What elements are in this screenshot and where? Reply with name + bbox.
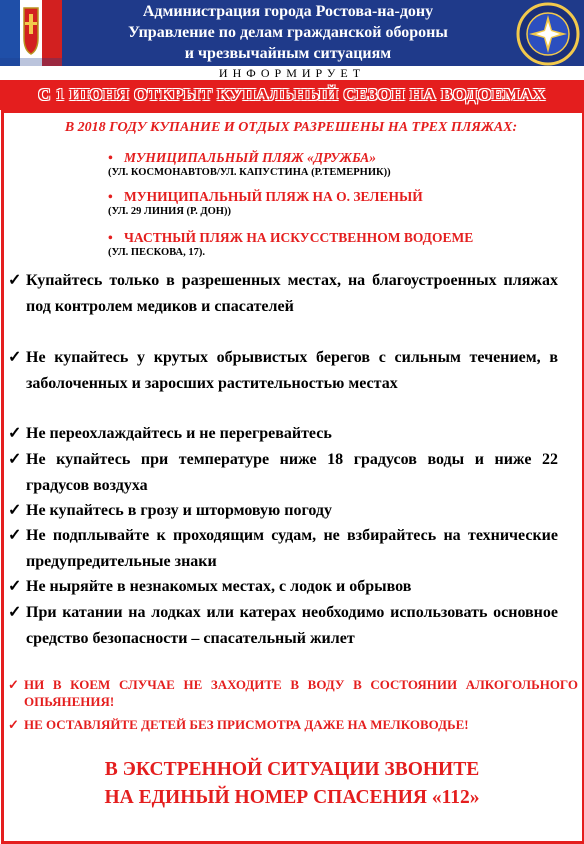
beach-item — [108, 230, 578, 260]
season-banner: С 1 ИЮНЯ ОТКРЫТ КУПАЛЬНЫЙ СЕЗОН НА ВОДОЕМАХ — [0, 80, 584, 110]
check-mark-icon: ✓ — [8, 717, 19, 732]
emergency-line-2: НА ЕДИНЫЙ НОМЕР СПАСЕНИЯ «112» — [104, 787, 480, 808]
bullet-icon: • — [108, 150, 113, 165]
bullet-icon: • — [108, 189, 113, 204]
beach-address: (УЛ. КОСМОНАВТОВ/УЛ. КАПУСТИНА (Р.ТЕМЕРНИК)) — [108, 167, 391, 178]
beach-address: (УЛ. 29 ЛИНИЯ (Р. ДОН)) — [108, 206, 231, 217]
check-mark-icon: ✓ — [8, 502, 22, 519]
rule-text: Не купайтесь в грозу и штормовую погоду — [26, 502, 332, 519]
header-line-2: Управление по делам гражданской обороны — [128, 24, 448, 41]
beach-item — [108, 150, 578, 180]
rule-item — [8, 345, 558, 396]
rule-text: Не ныряйте в незнакомых местах, с лодок и обрывов — [26, 578, 412, 595]
check-mark-icon: ✓ — [8, 578, 22, 595]
warning-text: НИ В КОЕМ СЛУЧАЕ НЕ ЗАХОДИТЕ В ВОДУ В СОСТОЯНИИ АЛКОГОЛЬНОГО ОПЬЯНЕНИЯ! — [24, 677, 578, 709]
rule-item — [8, 600, 558, 651]
beach-name: МУНИЦИПАЛЬНЫЙ ПЛЯЖ НА О. ЗЕЛЕНЫЙ — [124, 189, 423, 204]
emergency-line-1: В ЭКСТРЕННОЙ СИТУАЦИИ ЗВОНИТЕ — [104, 759, 480, 780]
rule-item — [8, 523, 558, 574]
check-mark-icon: ✓ — [8, 527, 22, 544]
rule-text: Не купайтесь при температуре ниже 18 градусов воды и ниже 22 градусов воздуха — [26, 451, 558, 494]
warning-item — [8, 716, 578, 733]
rule-item — [8, 421, 558, 447]
rule-text: Не переохлаждайтесь и не перегревайтесь — [26, 425, 332, 442]
warning-item — [8, 676, 578, 710]
warning-text: НЕ ОСТАВЛЯЙТЕ ДЕТЕЙ БЕЗ ПРИСМОТРА ДАЖЕ НА МЕЛКОВОДЬЕ! — [24, 717, 469, 732]
rule-text: Не купайтесь у крутых обрывистых берегов с сильным течением, в заболоченных и заросших растительностью местах — [26, 349, 558, 392]
rule-text: При катании на лодках или катерах необходимо использовать основное средство безопасности – спасательный жилет — [26, 604, 558, 647]
beach-address: (УЛ. ПЕСКОВА, 17). — [108, 247, 205, 258]
bullet-icon: • — [108, 230, 113, 245]
header — [0, 0, 584, 66]
beach-name: ЧАСТНЫЙ ПЛЯЖ НА ИСКУССТВЕННОМ ВОДОЕМЕ — [124, 230, 474, 245]
rule-item — [8, 498, 558, 524]
civil-defense-emblem-icon — [514, 2, 582, 66]
rule-text: Купайтесь только в разрешенных местах, на благоустроенных пляжах под контролем медиков и спасателей — [26, 272, 558, 315]
check-mark-icon: ✓ — [8, 349, 22, 366]
rule-item — [8, 574, 558, 600]
check-mark-icon: ✓ — [8, 425, 22, 442]
check-mark-icon: ✓ — [8, 604, 22, 621]
coat-of-arms-flag-icon — [0, 0, 62, 66]
beach-name: МУНИЦИПАЛЬНЫЙ ПЛЯЖ «ДРУЖБА» — [124, 150, 377, 165]
rule-text: Не подплывайте к проходящим судам, не взбирайтесь на технические предупредительные знаки — [26, 527, 558, 570]
intro-heading: В 2018 ГОДУ КУПАНИЕ И ОТДЫХ РАЗРЕШЕНЫ НА ТРЕХ ПЛЯЖАХ: — [64, 120, 518, 135]
beach-item — [108, 189, 578, 219]
check-mark-icon: ✓ — [8, 451, 22, 468]
check-mark-icon: ✓ — [8, 677, 19, 692]
check-mark-icon: ✓ — [8, 272, 22, 289]
header-line-3: и чрезвычайным ситуациям — [184, 45, 392, 62]
informs-label: ИНФОРМИРУЕТ — [0, 66, 584, 80]
header-line-1: Администрация города Ростова-на-дону — [142, 3, 434, 20]
rule-item — [8, 447, 558, 498]
rule-item — [8, 268, 558, 319]
